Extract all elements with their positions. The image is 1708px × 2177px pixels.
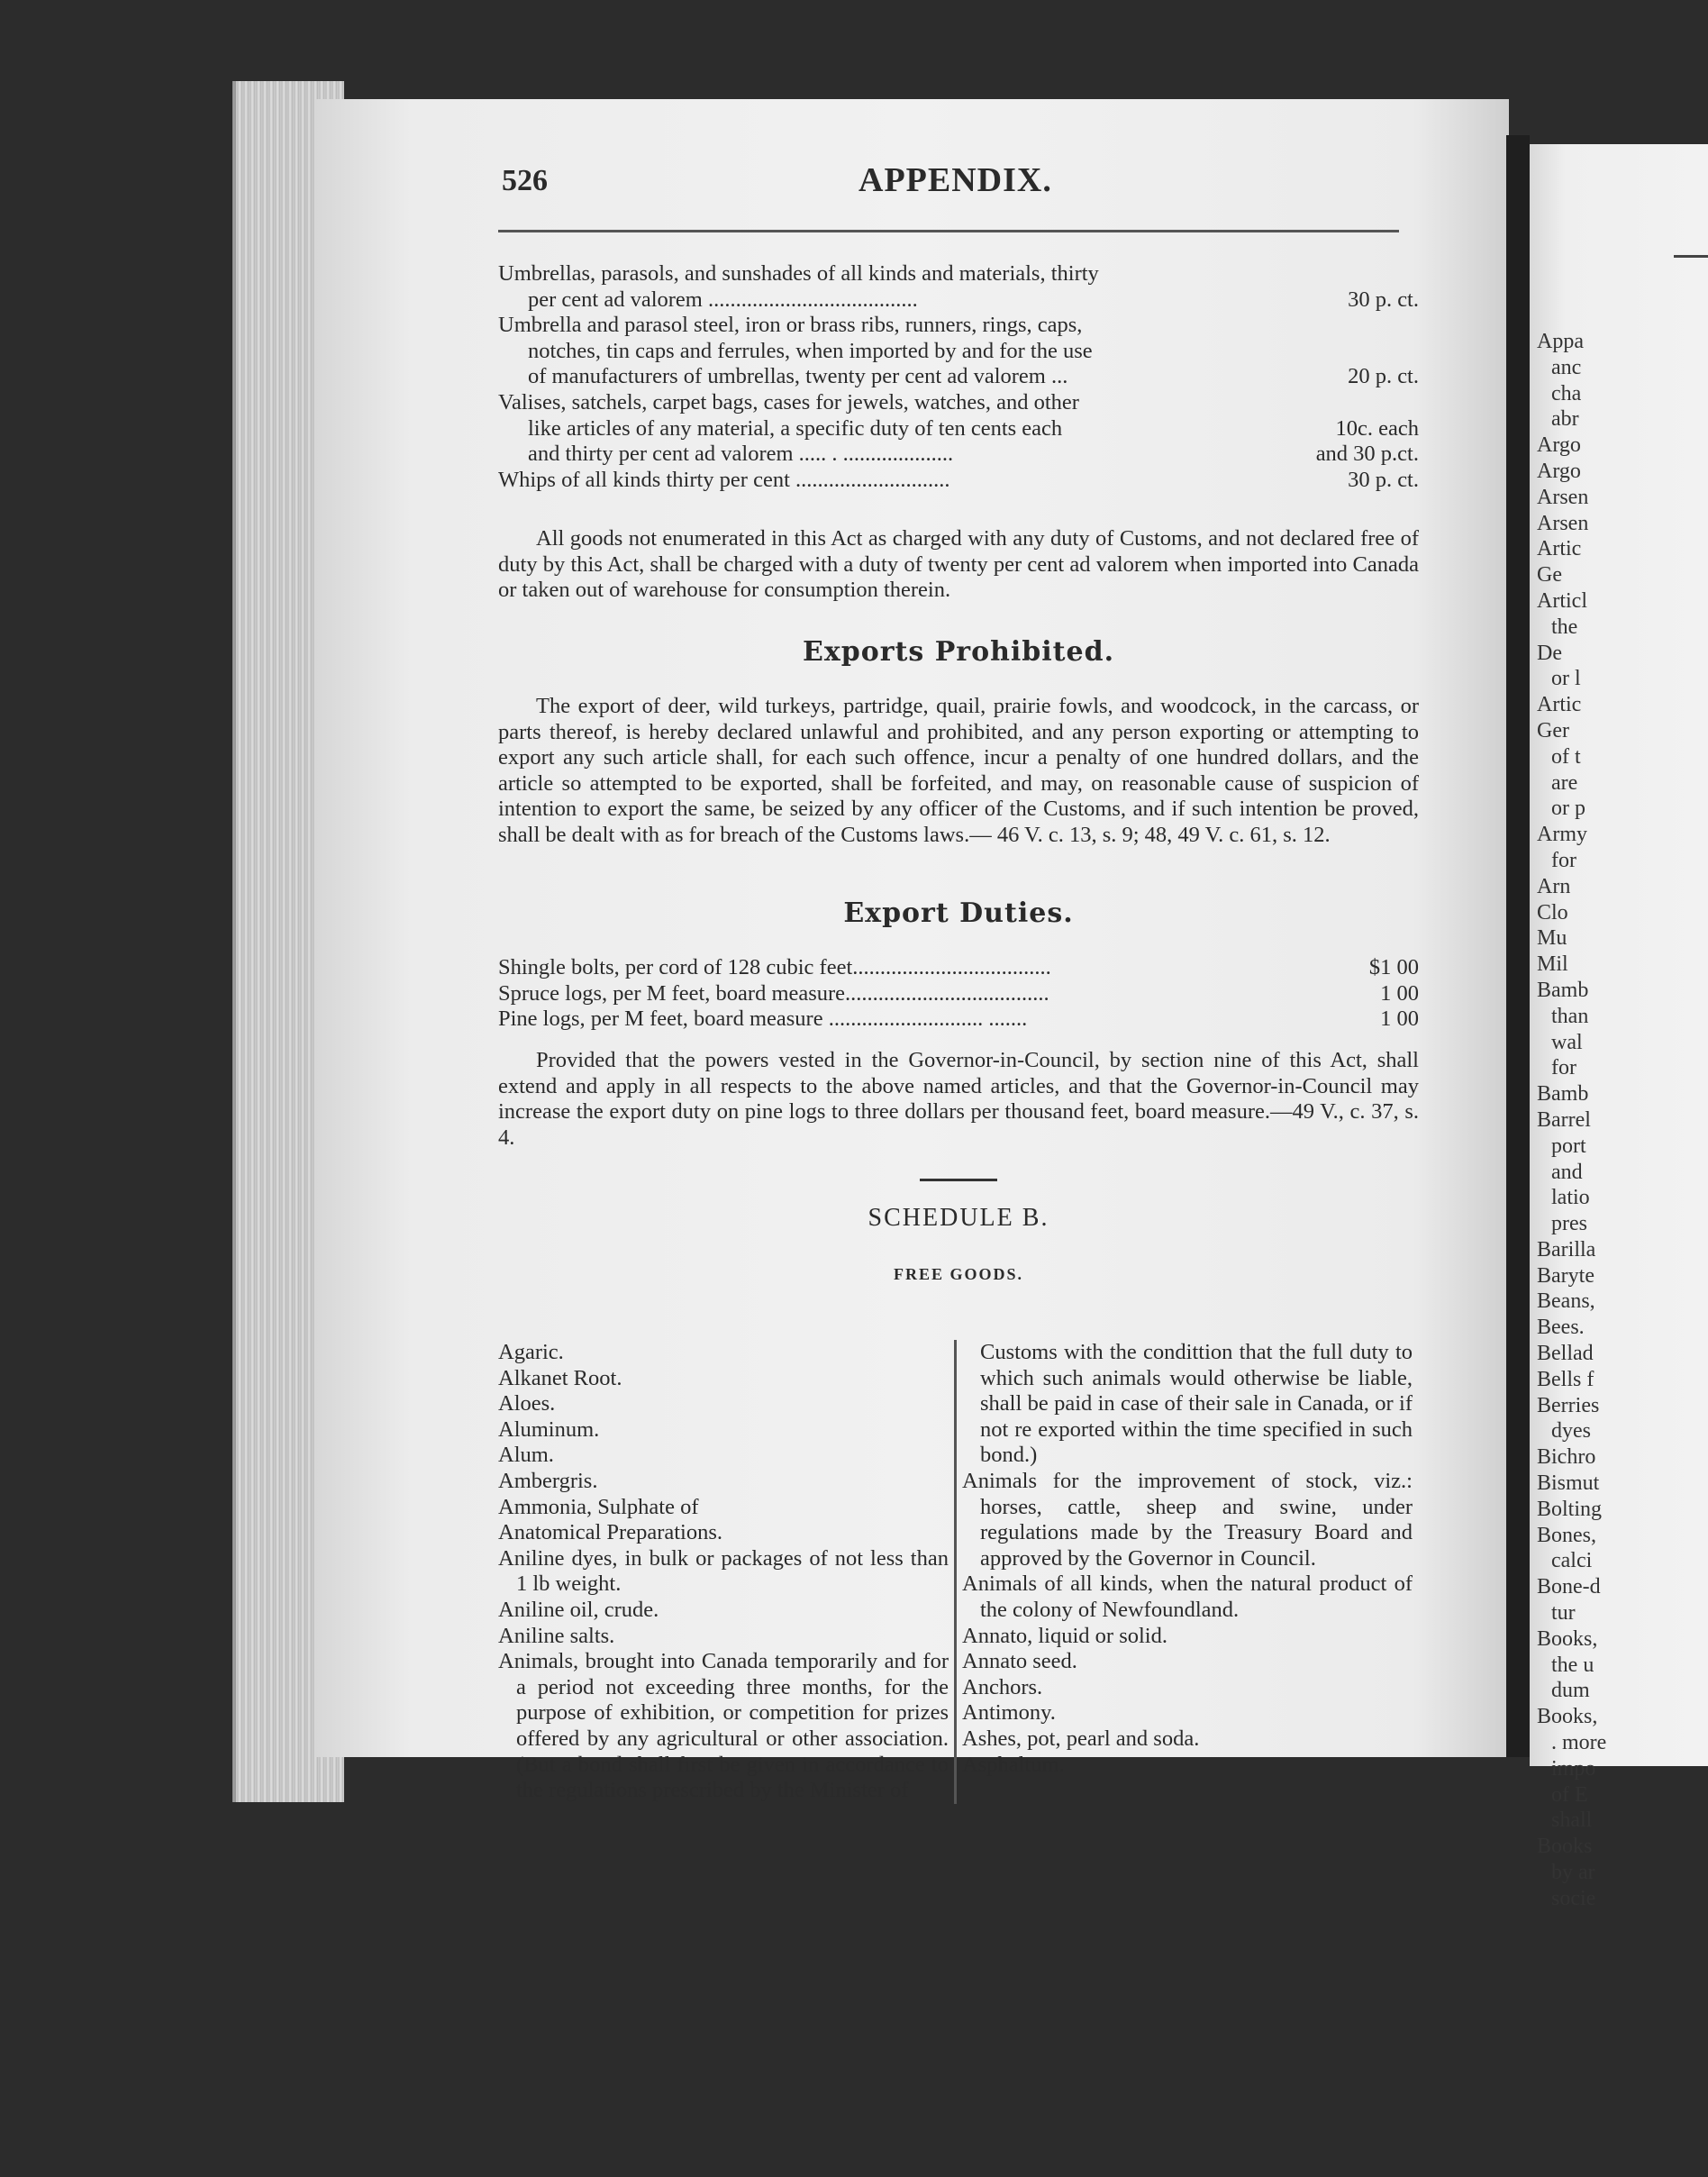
- tariff-line: [498, 287, 1419, 314]
- tariff-line: [498, 442, 1419, 468]
- facing-page-line: Artic: [1537, 693, 1582, 717]
- facing-page-line: Bellad: [1537, 1342, 1594, 1366]
- free-good-item: Anchors.: [962, 1674, 1043, 1699]
- facing-page-line: Arn: [1537, 874, 1571, 898]
- tariff-entry: [498, 468, 1419, 494]
- tariff-text: per cent ad valorem ......................................: [528, 287, 918, 312]
- free-good-item: Annato, liquid or solid.: [962, 1623, 1167, 1648]
- facing-page-line: by ar: [1551, 1861, 1595, 1885]
- free-goods-left-column: [498, 1340, 949, 1804]
- facing-page-line: Bees.: [1537, 1316, 1585, 1340]
- facing-page-line: and: [1551, 1160, 1583, 1184]
- tariff-entry: [498, 390, 1419, 468]
- facing-page-line: Bells f: [1537, 1367, 1594, 1391]
- tariff-text: and thirty per cent ad valorem ..... . ....................: [528, 442, 954, 467]
- tariff-list: [498, 261, 1419, 493]
- facing-page-line: abr: [1551, 407, 1579, 432]
- free-good-item: Anatomical Preparations.: [498, 1520, 723, 1545]
- free-good-item: Animals, brought into Canada temporarily and for a period not exceeding three months, for the purpose of exhibition, or competition for prizes offered by any agricultural or other association. (But a bond shall first be given in accordance to the regulations prescribed by the Minister of: [498, 1649, 949, 1803]
- facing-page-line: Bichro: [1537, 1445, 1596, 1470]
- book-gutter: [1506, 135, 1530, 1757]
- facing-page-line: Bamb: [1537, 1082, 1589, 1107]
- tariff-rate: [1266, 390, 1419, 416]
- tariff-line: [498, 261, 1419, 287]
- duty-row: [498, 955, 1419, 981]
- schedule-subtitle: FREE GOODS.: [893, 1265, 1024, 1283]
- free-good-item: Agaric.: [498, 1340, 564, 1364]
- facing-page-line: tur: [1551, 1601, 1576, 1626]
- facing-page-line: Arsen: [1537, 511, 1589, 535]
- facing-page-line: Clo: [1537, 900, 1568, 925]
- facing-page-line: pres: [1551, 1212, 1587, 1236]
- facing-page-line: latio: [1551, 1186, 1590, 1210]
- free-good-item: Alum.: [498, 1443, 554, 1468]
- facing-page-line: Artic: [1537, 537, 1582, 561]
- exports-prohibited-heading: Exports Prohibited.: [802, 636, 1115, 668]
- tariff-text: of manufacturers of umbrellas, twenty per cent ad valorem ...: [528, 364, 1068, 389]
- facing-page-line: wal: [1551, 1030, 1583, 1054]
- facing-page-line: Bamb: [1537, 978, 1589, 1002]
- facing-page-line: Bones,: [1537, 1523, 1596, 1547]
- tariff-rate: 30 p. ct.: [1348, 467, 1419, 492]
- header-rule: [498, 230, 1399, 232]
- tariff-line: [498, 390, 1419, 416]
- facing-page-line: Berries: [1537, 1393, 1600, 1417]
- export-duties-proviso: Provided that the powers vested in the Governor-in-Council, by section nine of this Act, shall extend and apply in all respects to the above named articles, and that the Governor-in-Council may increase the export duty on pine logs to three dollars per thousand feet, board measure.—49 V., c. 37, s. 4.: [498, 1048, 1419, 1150]
- tariff-text: notches, tin caps and ferrules, when imported by and for the use: [528, 338, 1093, 363]
- free-good-item: Ashes, pot, pearl and soda.: [962, 1726, 1200, 1751]
- facing-page-line: Barrel: [1537, 1107, 1591, 1132]
- tariff-text: Valises, satchels, carpet bags, cases for jewels, watches, and other: [498, 389, 1079, 414]
- facing-page-line: the u: [1551, 1653, 1594, 1677]
- facing-page-line: Argo: [1537, 433, 1581, 458]
- facing-page-line: of E: [1551, 1782, 1588, 1807]
- free-good-item: Aluminum.: [498, 1416, 600, 1442]
- right-page-fragment: [1530, 144, 1708, 1910]
- exports-prohibited-text: The export of deer, wild turkeys, partridge, quail, prairie fowls, and woodcock, in the carcass, or parts thereof, is hereby declared unlawful and prohibited, and any person exporting or attempting to export any such article shall, for each such offence, incur a penalty of one hundred dollars, and the article so attempted to be exported, shall be forfeited, and may, on reasonable cause of suspicion of intention to export the same, be seized by any officer of the Customs, and if such intention be proved, shall be dealt with as for breach of the Customs laws.— 46 V. c. 13, s. 9; 48, 49 V. c. 61, s. 12.: [498, 694, 1419, 847]
- facing-page-line: Bone-d: [1537, 1575, 1601, 1599]
- tariff-entry: [498, 261, 1419, 313]
- schedule-title: SCHEDULE B.: [868, 1204, 1049, 1232]
- facing-page-line: impo: [1551, 1756, 1596, 1781]
- facing-page-line: Bismut: [1537, 1471, 1600, 1496]
- tariff-text: Whips of all kinds thirty per cent ............................: [498, 467, 950, 492]
- tariff-rate: [1266, 313, 1419, 339]
- free-good-item: Aloes.: [498, 1391, 556, 1416]
- free-good-item: Annato seed.: [962, 1649, 1077, 1674]
- tariff-line: [498, 339, 1419, 365]
- facing-page-line: of t: [1551, 744, 1581, 769]
- export-duties-heading: Export Duties.: [843, 897, 1074, 929]
- facing-page-line: Bolting: [1537, 1497, 1603, 1521]
- duty-row: [498, 1007, 1419, 1033]
- duty-row: [498, 981, 1419, 1007]
- running-head: APPENDIX.: [859, 161, 1052, 199]
- duty-label: Spruce logs, per M feet, board measure.....................................: [498, 980, 1049, 1006]
- tariff-line: [498, 416, 1419, 442]
- tariff-rate: and 30 p.ct.: [1315, 442, 1419, 467]
- facing-page-line: for: [1551, 1056, 1576, 1080]
- tariff-rate: 30 p. ct.: [1348, 287, 1419, 312]
- duty-label: Shingle bolts, per cord of 128 cubic feet....................................: [498, 955, 1051, 979]
- tariff-text: like articles of any material, a specific duty of ten cents each: [528, 415, 1063, 441]
- facing-page-line: Appa: [1537, 330, 1584, 353]
- free-good-item: Aniline dyes, in bulk or packages of not less than 1 lb weight.: [498, 1545, 949, 1597]
- tariff-line: [498, 313, 1419, 339]
- facing-page-line: Mil: [1537, 952, 1568, 977]
- free-good-item: Animals of all kinds, when the natural product of the colony of Newfoundland.: [962, 1571, 1413, 1622]
- free-goods-right-column: [962, 1340, 1413, 1804]
- facing-page-line: Books: [1537, 1835, 1593, 1859]
- facing-page-line: Arsen: [1537, 485, 1589, 509]
- facing-page-line: Argo: [1537, 459, 1581, 483]
- facing-page-line: Barilla: [1537, 1237, 1596, 1262]
- facing-page-line: cha: [1551, 381, 1582, 405]
- free-good-item: Ambergris.: [498, 1468, 598, 1493]
- free-goods-list: [498, 1340, 1419, 1804]
- export-duties-list: [498, 955, 1419, 1033]
- free-good-item: Customs with the condittion that the full duty to which such animals would otherwise be liable, shall be paid in case of their sale in Canada, or if not re exported within the time specified in such bond.): [980, 1340, 1413, 1468]
- free-good-item: Antimony.: [962, 1700, 1056, 1726]
- facing-page-line: Beans,: [1537, 1289, 1595, 1314]
- page-number: 526: [502, 164, 548, 197]
- tariff-rate: 10c. each: [1335, 415, 1419, 441]
- facing-page-line: Books,: [1537, 1705, 1598, 1729]
- duty-rate: 1 00: [1380, 980, 1419, 1006]
- facing-page-line: Baryte: [1537, 1263, 1594, 1288]
- facing-page-line: for: [1551, 848, 1576, 872]
- facing-page-line: Ger: [1537, 718, 1569, 742]
- facing-page-line: De: [1537, 641, 1562, 665]
- general-clause: All goods not enumerated in this Act as charged with any duty of Customs, and not declared free of duty by this Act, shall be charged with a duty of twenty per cent ad valorem when imported into Canada or taken out of warehouse for consumption therein.: [498, 526, 1419, 603]
- facing-page-line: or l: [1551, 667, 1581, 691]
- facing-page-line: Mu: [1537, 926, 1567, 951]
- facing-page-line: port: [1551, 1134, 1586, 1158]
- column-divider: [954, 1340, 957, 1804]
- facing-page-line: Articl: [1537, 588, 1587, 613]
- facing-page-line: dyes: [1551, 1419, 1591, 1444]
- section-divider: [498, 1179, 1419, 1181]
- tariff-line: [498, 468, 1419, 494]
- facing-page-line: calci: [1551, 1549, 1593, 1573]
- facing-page-line: the: [1551, 615, 1578, 639]
- free-good-item: Animals for the improvement of stock, viz.: horses, cattle, sheep and swine, under regulations made by the Treasury Board and approved by the Governor in Council.: [962, 1468, 1413, 1571]
- facing-page-line: are: [1551, 770, 1578, 795]
- right-page-rule: [1674, 255, 1708, 258]
- free-good-item: Ammonia, Sulphate of: [498, 1494, 699, 1519]
- facing-page-line: dum: [1551, 1679, 1590, 1703]
- duty-label: Pine logs, per M feet, board measure ............................ .......: [498, 1007, 1028, 1032]
- duty-rate: $1 00: [1368, 955, 1419, 979]
- facing-page-line: than: [1551, 1004, 1589, 1028]
- free-good-item: Aniline salts.: [498, 1623, 615, 1648]
- page-header: [498, 160, 1399, 205]
- tariff-rate: [1266, 261, 1419, 287]
- facing-page-fragments: [1537, 329, 1708, 1912]
- facing-page-line: or p: [1551, 797, 1585, 821]
- facing-page-line: shall: [1551, 1808, 1593, 1833]
- facing-page-line: Ge: [1537, 563, 1562, 588]
- tariff-rate: 20 p. ct.: [1348, 364, 1419, 389]
- facing-page-line: anc: [1551, 355, 1582, 379]
- tariff-text: Umbrella and parasol steel, iron or brass ribs, runners, rings, caps,: [498, 313, 1083, 338]
- facing-page-line: Books,: [1537, 1626, 1598, 1651]
- facing-page-line: Army: [1537, 823, 1587, 847]
- tariff-text: Umbrellas, parasols, and sunshades of all kinds and materials, thirty: [498, 261, 1099, 286]
- free-good-item: Aniline oil, crude.: [498, 1597, 659, 1622]
- facing-page-line: . more: [1551, 1731, 1607, 1755]
- free-good-item: Asphaltum.: [962, 1752, 1065, 1777]
- duty-rate: 1 00: [1380, 1007, 1419, 1032]
- tariff-entry: [498, 313, 1419, 390]
- free-good-item: Alkanet Root.: [498, 1365, 622, 1390]
- facing-page-line: socie: [1551, 1886, 1596, 1910]
- tariff-rate: [1266, 339, 1419, 365]
- tariff-line: [498, 364, 1419, 390]
